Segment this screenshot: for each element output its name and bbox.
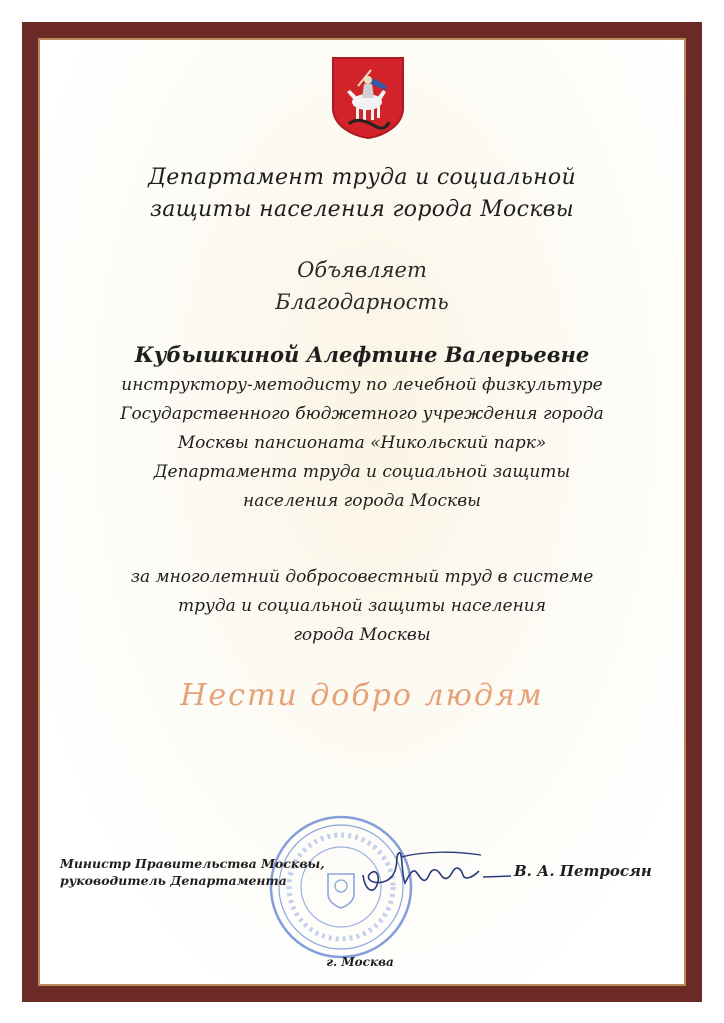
position-line: Департамента труда и социальной защиты: [153, 462, 571, 482]
signatory-title-line-2: руководитель Департамента: [60, 873, 287, 888]
handwritten-signature: [355, 845, 515, 905]
signatory-title-line-1: Министр Правительства Москвы,: [60, 856, 325, 871]
recipient-position: [60, 371, 664, 516]
announce-heading: [60, 254, 664, 318]
reason-line: за многолетний добросовестный труд в системе: [130, 567, 594, 587]
signatory-name: В. А. Петросян: [514, 862, 652, 880]
announce-line-1: Объявляет: [297, 258, 427, 282]
position-line: инструктору-методисту по лечебной физкультуре: [121, 375, 603, 395]
department-heading: [60, 162, 664, 226]
award-reason: [60, 563, 664, 650]
reason-line: города Москвы: [293, 625, 431, 645]
announce-line-2: Благодарность: [275, 290, 449, 314]
city-label: г. Москва: [326, 955, 394, 969]
reason-line: труда и социальной защиты населения: [177, 596, 547, 616]
position-line: Государственного бюджетного учреждения города: [120, 404, 604, 424]
moscow-coat-of-arms-icon: [331, 56, 405, 140]
recipient-name: Кубышкиной Алефтине Валерьевне: [134, 342, 590, 367]
position-line: населения города Москвы: [243, 491, 481, 511]
position-line: Москвы пансионата «Никольский парк»: [177, 433, 547, 453]
motto: Нести добро людям: [180, 678, 544, 713]
department-line-2: защиты населения города Москвы: [150, 197, 574, 222]
signatory-title: [60, 855, 340, 889]
department-line-1: Департамент труда и социальной: [148, 165, 576, 190]
